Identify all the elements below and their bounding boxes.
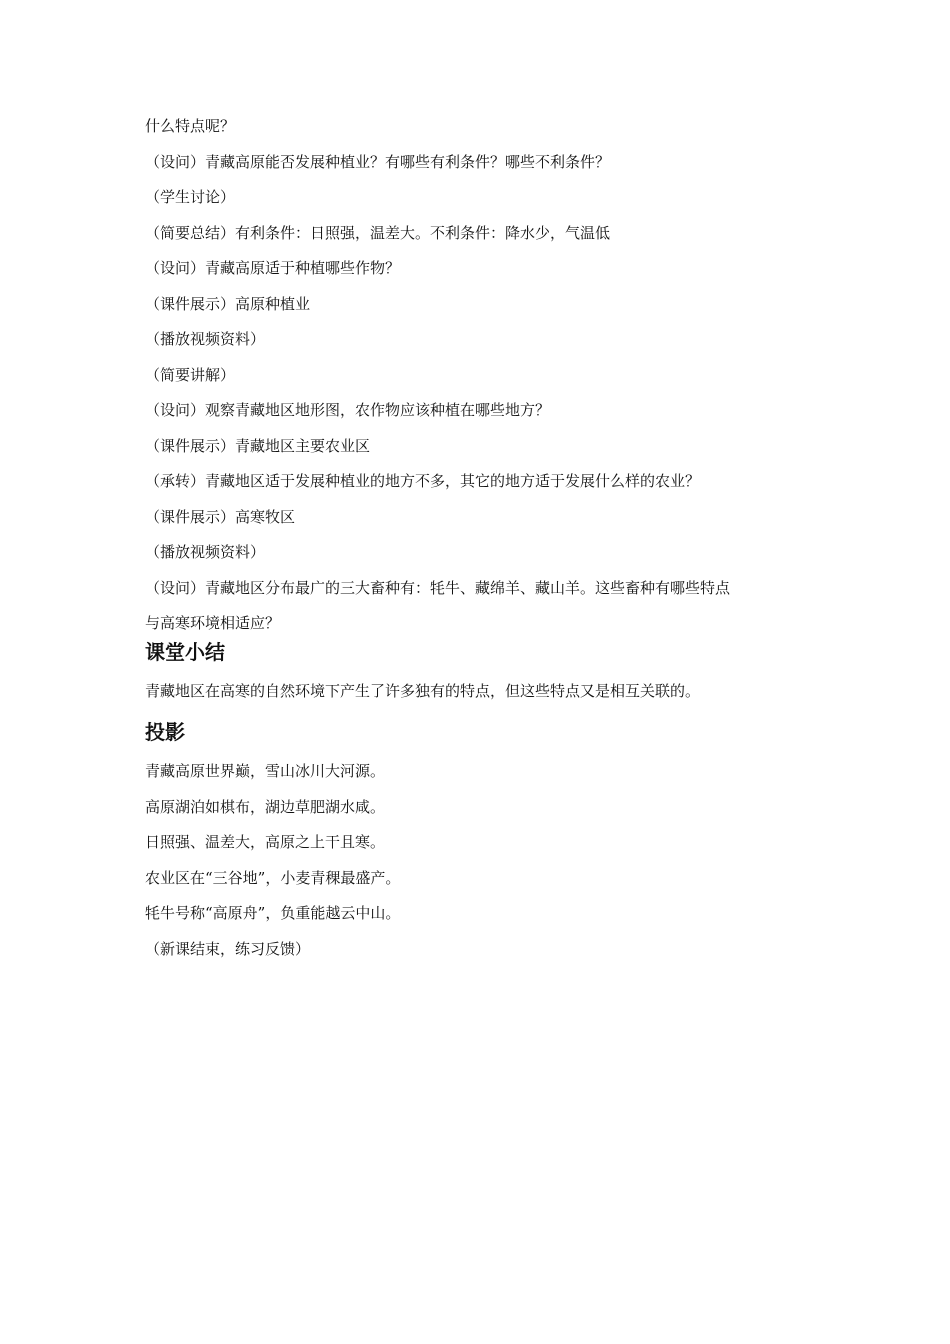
paragraph-line: （简要总结）有利条件：日照强，温差大。不利条件：降水少，气温低 [145,223,611,242]
projection-heading: 投影 [145,720,185,744]
projection-line: 青藏高原世界巅，雪山冰川大河源。 [145,762,386,780]
paragraph-line: （课件展示）高寒牧区 [145,507,296,526]
paragraph-line: （设问）青藏高原能否发展种植业？有哪些有利条件？哪些不利条件？ [145,152,611,171]
paragraph-line: （播放视频资料） [145,543,266,561]
projection-line: 农业区在“三谷地”，小麦青稞最盛产。 [145,868,401,887]
projection-line: 牦牛号称“高原舟”，负重能越云中山。 [145,904,401,922]
paragraph-line: （设问）观察青藏地区地形图，农作物应该种植在哪些地方？ [145,401,551,419]
question-paragraph [145,578,825,634]
paragraph-line: （承转）青藏地区适于发展种植业的地方不多，其它的地方适于发展什么样的农业？ [145,472,701,490]
document-content [145,116,825,974]
paragraph-line: 什么特点呢？ [145,117,236,135]
projection-line: （新课结束，练习反馈） [145,939,311,958]
paragraph-line: （课件展示）青藏地区主要农业区 [145,436,371,455]
summary-heading: 课堂小结 [145,640,225,664]
summary-text: 青藏地区在高寒的自然环境下产生了许多独有的特点，但这些特点又是相互关联的。 [145,682,701,700]
question-line-2: 与高寒环境相适应？ [145,614,281,632]
paragraph-line: （设问）青藏高原适于种植哪些作物？ [145,259,401,277]
paragraph-line: （课件展示）高原种植业 [145,294,311,313]
projection-line: 日照强、温差大，高原之上干且寒。 [145,833,386,851]
paragraph-line: （简要讲解） [145,365,236,384]
paragraph-line: （学生讨论） [145,188,236,206]
question-line-1: （设问）青藏地区分布最广的三大畜种有：牦牛、藏绵羊、藏山羊。这些畜种有哪些特点 [145,578,731,597]
projection-line: 高原湖泊如棋布，湖边草肥湖水咸。 [145,797,386,816]
paragraph-line: （播放视频资料） [145,330,266,348]
